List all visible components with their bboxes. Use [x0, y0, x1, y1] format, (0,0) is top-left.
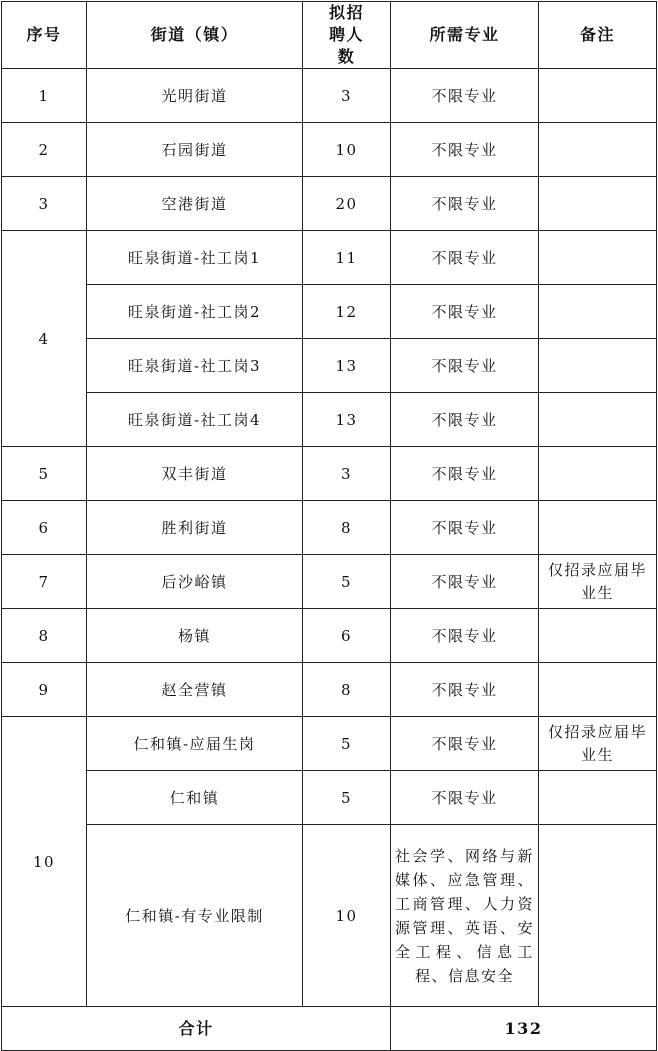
recruitment-table: [1, 1, 657, 1051]
cell-street: 胜利街道: [87, 501, 303, 555]
cell-street: 旺泉街道-社工岗3: [87, 339, 303, 393]
table-row: [2, 825, 657, 1007]
cell-major: 不限专业: [391, 393, 539, 447]
cell-note: [539, 123, 657, 177]
header-major: 所需专业: [391, 2, 539, 69]
table-row: [2, 717, 657, 771]
table-row: [2, 177, 657, 231]
cell-major: 不限专业: [391, 69, 539, 123]
total-label: 合计: [2, 1007, 391, 1051]
table-row: [2, 231, 657, 285]
cell-note: [539, 339, 657, 393]
cell-count: 10: [303, 123, 391, 177]
table-row: [2, 501, 657, 555]
cell-street: 仁和镇-有专业限制: [87, 825, 303, 1007]
cell-major: 不限专业: [391, 555, 539, 609]
cell-street: 石园街道: [87, 123, 303, 177]
cell-count: 8: [303, 501, 391, 555]
cell-no: 3: [2, 177, 87, 231]
table-row: [2, 663, 657, 717]
cell-street: 后沙峪镇: [87, 555, 303, 609]
cell-major: 不限专业: [391, 447, 539, 501]
header-no: 序号: [2, 2, 87, 69]
cell-note: [539, 609, 657, 663]
cell-count: 5: [303, 771, 391, 825]
cell-note: [539, 231, 657, 285]
cell-note: [539, 825, 657, 1007]
header-note: 备注: [539, 2, 657, 69]
cell-major: 不限专业: [391, 123, 539, 177]
header-street: 街道（镇）: [87, 2, 303, 69]
cell-count: 11: [303, 231, 391, 285]
table-row: [2, 555, 657, 609]
cell-no: 1: [2, 69, 87, 123]
cell-note: [539, 285, 657, 339]
cell-count: 12: [303, 285, 391, 339]
cell-no: 4: [2, 231, 87, 447]
cell-count: 20: [303, 177, 391, 231]
cell-count: 3: [303, 69, 391, 123]
cell-count: 8: [303, 663, 391, 717]
cell-street: 空港街道: [87, 177, 303, 231]
cell-street: 旺泉街道-社工岗1: [87, 231, 303, 285]
table-row: [2, 339, 657, 393]
cell-count: 5: [303, 717, 391, 771]
cell-count: 13: [303, 339, 391, 393]
total-row: [2, 1007, 657, 1051]
cell-count: 10: [303, 825, 391, 1007]
table-row: [2, 285, 657, 339]
cell-no: 7: [2, 555, 87, 609]
cell-major: 不限专业: [391, 501, 539, 555]
cell-count: 3: [303, 447, 391, 501]
cell-major: 不限专业: [391, 231, 539, 285]
table-row: [2, 393, 657, 447]
cell-no: 9: [2, 663, 87, 717]
cell-street: 仁和镇-应届生岗: [87, 717, 303, 771]
cell-street: 赵全营镇: [87, 663, 303, 717]
cell-street: 仁和镇: [87, 771, 303, 825]
cell-street: 光明街道: [87, 69, 303, 123]
cell-major: 不限专业: [391, 663, 539, 717]
cell-no: 10: [2, 717, 87, 1007]
table-row: [2, 609, 657, 663]
cell-street: 杨镇: [87, 609, 303, 663]
cell-note: [539, 177, 657, 231]
table-row: [2, 771, 657, 825]
table-row: [2, 69, 657, 123]
cell-no: 6: [2, 501, 87, 555]
cell-major: 不限专业: [391, 609, 539, 663]
cell-count: 6: [303, 609, 391, 663]
cell-no: 5: [2, 447, 87, 501]
cell-street: 旺泉街道-社工岗4: [87, 393, 303, 447]
cell-note: [539, 771, 657, 825]
header-count: 拟招聘人数: [303, 2, 391, 69]
cell-no: 2: [2, 123, 87, 177]
cell-note: [539, 501, 657, 555]
table-row: [2, 447, 657, 501]
table-row: [2, 123, 657, 177]
cell-count: 5: [303, 555, 391, 609]
cell-major: 不限专业: [391, 771, 539, 825]
cell-major: 社会学、网络与新媒体、应急管理、工商管理、人力资源管理、英语、安全工程、信息工程、信息安全: [391, 825, 539, 1007]
header-row: [2, 2, 657, 69]
cell-major: 不限专业: [391, 285, 539, 339]
total-value: 132: [391, 1007, 657, 1051]
cell-no: 8: [2, 609, 87, 663]
cell-major: 不限专业: [391, 717, 539, 771]
cell-note: 仅招录应届毕业生: [539, 555, 657, 609]
cell-street: 旺泉街道-社工岗2: [87, 285, 303, 339]
cell-note: [539, 663, 657, 717]
cell-note: [539, 69, 657, 123]
cell-street: 双丰街道: [87, 447, 303, 501]
cell-major: 不限专业: [391, 339, 539, 393]
cell-count: 13: [303, 393, 391, 447]
cell-note: [539, 393, 657, 447]
cell-note: [539, 447, 657, 501]
cell-major: 不限专业: [391, 177, 539, 231]
cell-note: 仅招录应届毕业生: [539, 717, 657, 771]
